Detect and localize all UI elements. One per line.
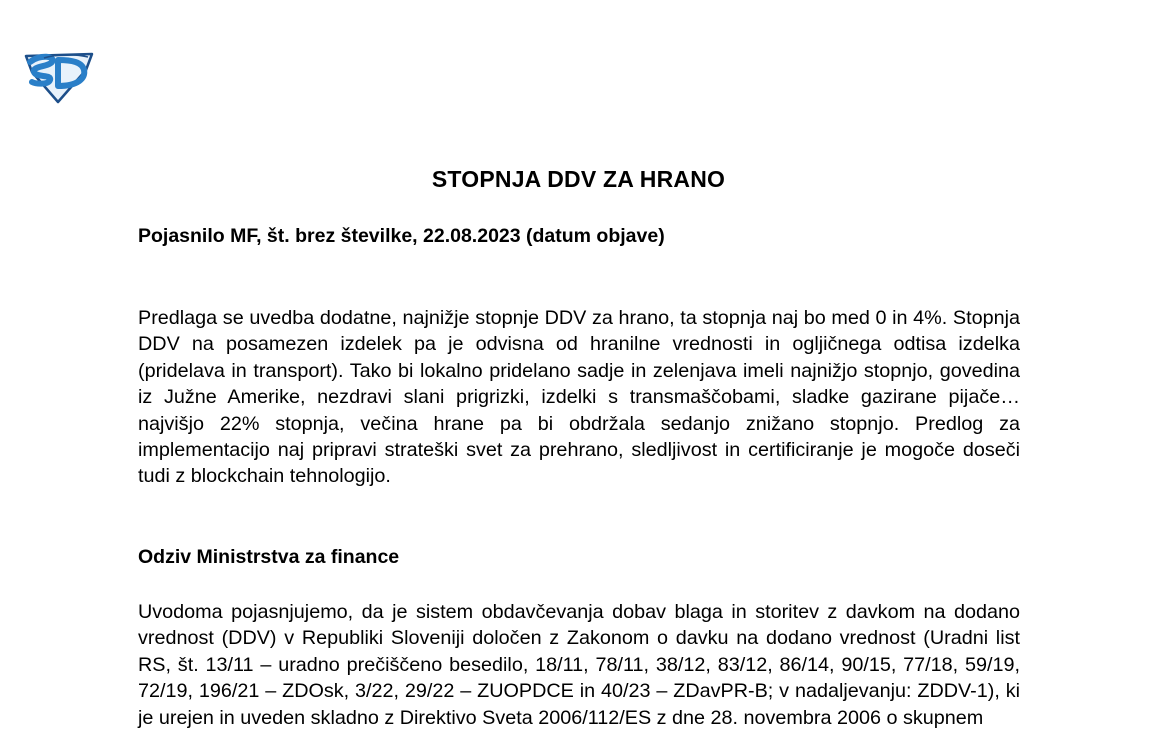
company-shield-logo-icon [22, 48, 96, 104]
document-subtitle: Pojasnilo MF, št. brez številke, 22.08.2023 (datum objave) [138, 225, 665, 247]
ministry-response-paragraph: Uvodoma pojasnjujemo, da je sistem obdavčevanja dobav blaga in storitev z davkom na dodano vrednost (DDV) v Republiki Sloveniji določen z Zakonom o davku na dodano vrednost (Uradni list RS, št. 13/11 – uradno prečiščeno besedilo, 18/11, 78/11, 38/12, 83/12, 86/14, 90/15, 77/18, 59/19, 72/19, 196/21 – ZDOsk, 3/22, 29/22 – ZUOPDCE in 40/23 – ZDavPR-B; v nadaljevanju: ZDDV-1), ki je urejen in uveden skladno z Direktivo Sveta 2006/112/ES z dne 28. novembra 2006 o skupnem [138, 601, 1020, 729]
proposal-paragraph: Predlaga se uvedba dodatne, najnižje stopnje DDV za hrano, ta stopnja naj bo med 0 in 4%. Stopnja DDV na posamezen izdelek pa je odvisna od hranilne vrednosti in ogljičnega odtisa izdelka (pridelava in transport). Tako bi lokalno pridelano sadje in zelenjava imeli najnižjo stopnjo, govedina iz Južne Amerike, nezdravi slani prigrizki, izdelki s transmaščobami, sladke gazirane pijače… najvišjo 22% stopnja, večina hrane pa bi obdržala sedanjo znižano stopnjo. Predlog za implementacijo naj pripravi strateški svet za prehrano, sledljivost in certificiranje je mogoče doseči tudi z blockchain tehnologijo. [138, 307, 1020, 488]
document-title: STOPNJA DDV ZA HRANO [431, 166, 726, 192]
section-heading: Odziv Ministrstva za finance [138, 546, 400, 568]
